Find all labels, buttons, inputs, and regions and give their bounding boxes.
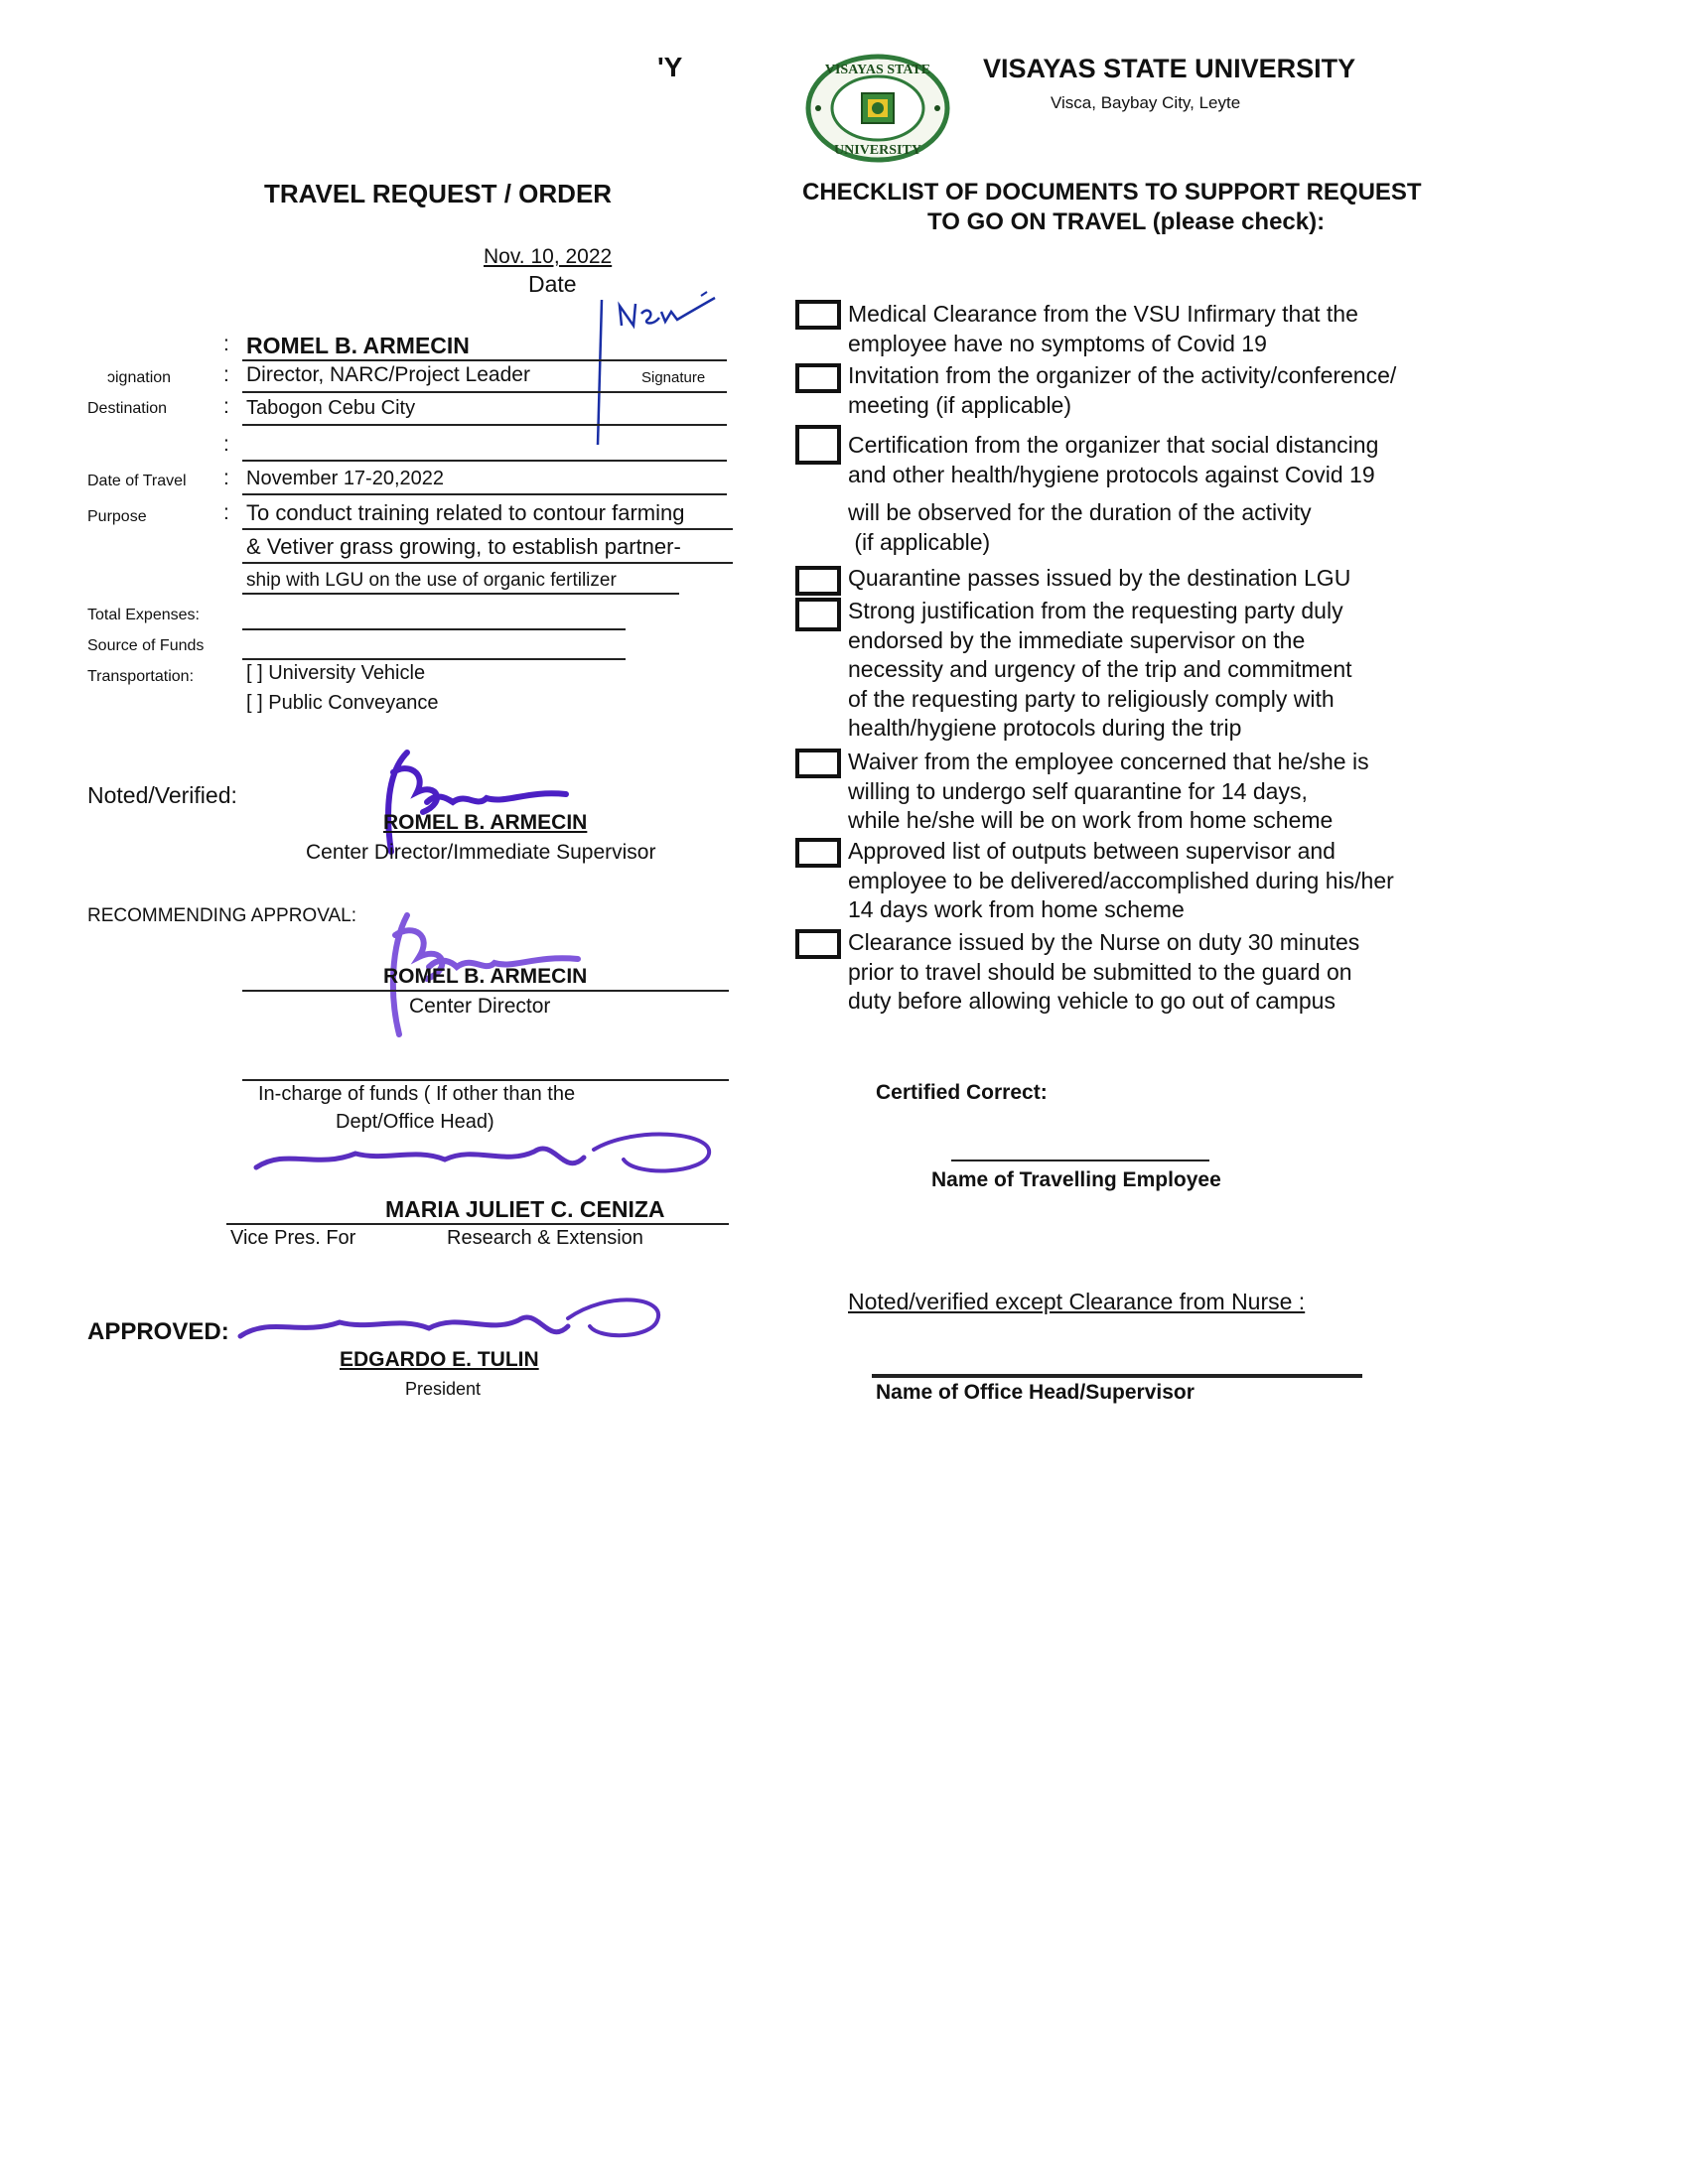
request-date-label: Date	[528, 271, 577, 297]
checklist-item-nurse-clearance: Clearance issued by the Nurse on duty 30 minutes prior to travel should be submitted to the guard on duty before allowing vehicle to go out of campus	[848, 929, 1360, 1014]
travelling-employee-label: Name of Travelling Employee	[931, 1168, 1221, 1191]
checklist-item-medical-clearance: Medical Clearance from the VSU Infirmary that the employee have no symptoms of Covid 19	[848, 301, 1358, 356]
funds-incharge-line-2: Dept/Office Head)	[336, 1111, 494, 1133]
checklist-item-strong-justification: Strong justification from the requesting party duly endorsed by the immediate supervisor on the necessity and urgency of the trip and commitment of the requesting party to religiously comply with health/hygiene protocols during the trip	[848, 598, 1352, 741]
office-head-label: Name of Office Head/Supervisor	[876, 1381, 1195, 1404]
university-seal-icon	[804, 54, 951, 163]
purpose-line-1: To conduct training related to contour farming	[246, 500, 685, 525]
signature-label: Signature	[641, 369, 706, 386]
checklist-item-certification: Certification from the organizer that social distancing and other health/hygiene protocols against Covid 19	[848, 432, 1379, 487]
destination-value: Tabogon Cebu City	[246, 397, 416, 419]
checklist-item-invitation: Invitation from the organizer of the activity/conference/ meeting (if applicable)	[848, 362, 1397, 418]
checkbox-medical-clearance[interactable]	[795, 300, 841, 330]
checkbox-quarantine-passes[interactable]	[795, 566, 841, 596]
checklist-title-line-2: TO GO ON TRAVEL (please check):	[927, 208, 1326, 235]
header-fragment: 'Y	[657, 52, 683, 82]
vp-title-right: Research & Extension	[447, 1227, 643, 1249]
employee-name: ROMEL B. ARMECIN	[246, 333, 470, 358]
checkbox-invitation[interactable]	[795, 363, 841, 393]
checklist-item-certification-continued: will be observed for the duration of the activity (if applicable)	[848, 499, 1312, 555]
transport-option-university-vehicle[interactable]: [ ] University Vehicle	[246, 662, 426, 684]
recommending-signatory-title: Center Director	[409, 995, 551, 1018]
funds-incharge-line-1: In-charge of funds ( If other than the	[258, 1083, 576, 1105]
approved-label: APPROVED:	[87, 1318, 229, 1345]
checkbox-approved-outputs[interactable]	[795, 838, 841, 868]
checkbox-nurse-clearance[interactable]	[795, 929, 841, 959]
seal-text-top: VISAYAS STATE	[824, 63, 931, 77]
checklist-title-line-1: CHECKLIST OF DOCUMENTS TO SUPPORT REQUEST	[802, 179, 1422, 205]
noted-signatory-name: ROMEL B. ARMECIN	[383, 811, 588, 834]
colon: :	[223, 433, 229, 456]
designation-label: ɔignation	[107, 369, 172, 386]
checklist-item-waiver: Waiver from the employee concerned that he/she is willing to undergo self quarantine for 14 days, while he/she will be on work from home scheme	[848, 749, 1369, 833]
president-name: EDGARDO E. TULIN	[340, 1348, 539, 1371]
colon: :	[223, 363, 229, 386]
date-of-travel-value: November 17-20,2022	[246, 468, 445, 489]
designation-value: Director, NARC/Project Leader	[246, 363, 530, 386]
noted-signatory-title: Center Director/Immediate Supervisor	[306, 841, 656, 864]
vp-name: MARIA JULIET C. CENIZA	[385, 1196, 665, 1222]
colon: :	[223, 501, 229, 524]
date-of-travel-label: Date of Travel	[87, 473, 187, 489]
transport-option-public-conveyance[interactable]: [ ] Public Conveyance	[246, 692, 439, 714]
transportation-label: Transportation:	[87, 668, 195, 685]
recommending-signatory-name: ROMEL B. ARMECIN	[383, 965, 588, 988]
purpose-label: Purpose	[87, 508, 147, 525]
checklist-item-approved-outputs: Approved list of outputs between supervisor and employee to be delivered/accomplished during his/her 14 days work from home scheme	[848, 838, 1394, 922]
certified-correct-label: Certified Correct:	[876, 1081, 1048, 1104]
checkbox-waiver[interactable]	[795, 749, 841, 778]
request-date-value: Nov. 10, 2022	[484, 245, 613, 268]
president-title: President	[405, 1379, 482, 1399]
applicant-signature-mark	[592, 288, 731, 447]
colon: :	[223, 333, 229, 355]
vp-signature-mark	[246, 1118, 723, 1187]
colon: :	[223, 467, 229, 489]
form-title: TRAVEL REQUEST / ORDER	[264, 179, 613, 208]
university-address: Visca, Baybay City, Leyte	[1051, 93, 1241, 112]
seal-text-bottom: UNIVERSITY	[834, 143, 921, 158]
colon: :	[223, 395, 229, 418]
noted-except-nurse-label: Noted/verified except Clearance from Nurse :	[848, 1289, 1306, 1314]
checklist-item-quarantine-passes: Quarantine passes issued by the destination LGU	[848, 565, 1351, 591]
recommending-approval-label: RECOMMENDING APPROVAL:	[87, 905, 356, 926]
university-name: VISAYAS STATE UNIVERSITY	[983, 54, 1356, 83]
checkbox-strong-justification[interactable]	[795, 598, 841, 631]
vp-title-left: Vice Pres. For	[230, 1227, 356, 1249]
purpose-line-2: & Vetiver grass growing, to establish partner-	[246, 534, 681, 559]
purpose-line-3: ship with LGU on the use of organic fertilizer	[246, 570, 617, 591]
noted-verified-label: Noted/Verified:	[87, 782, 237, 808]
destination-label: Destination	[87, 400, 168, 417]
total-expenses-label: Total Expenses:	[87, 607, 200, 623]
source-of-funds-label: Source of Funds	[87, 637, 205, 654]
checkbox-certification[interactable]	[795, 425, 841, 465]
